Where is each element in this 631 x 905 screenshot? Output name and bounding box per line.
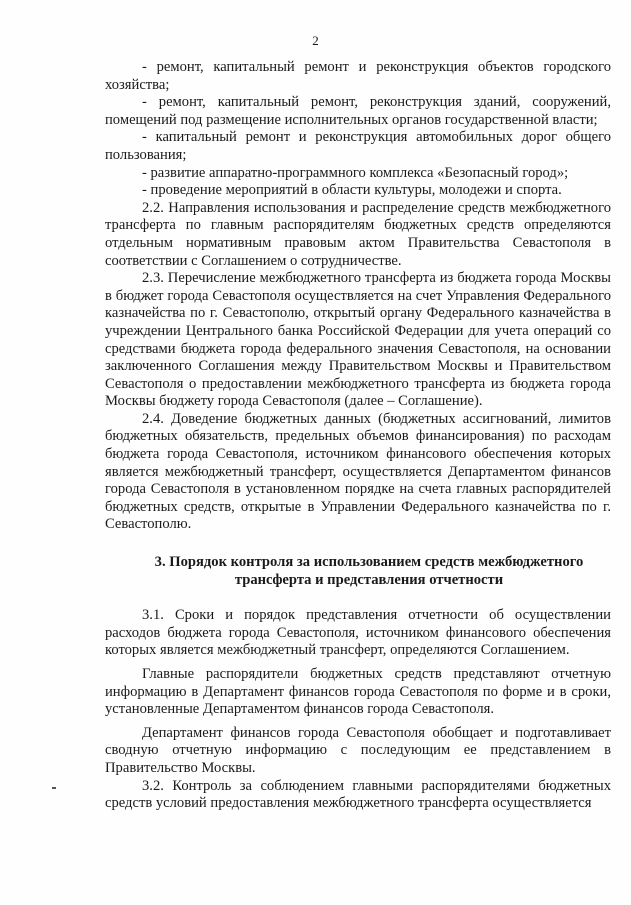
scan-mark <box>52 787 56 789</box>
section-2-paragraphs <box>105 200 611 534</box>
paragraph-3-2: 3.2. Контроль за соблюдением главными распорядителями бюджетных средств условий предоставления межбюджетного трансферта осуществляется <box>105 777 611 812</box>
list-item: - капитальный ремонт и реконструкция автомобильных дорог общего пользования; <box>105 129 611 163</box>
list-item: - ремонт, капитальный ремонт, реконструкция зданий, сооружений, помещений под размещение исполнительных органов государственной власти; <box>105 94 611 128</box>
list-item: - проведение мероприятий в области культуры, молодежи и спорта. <box>142 182 562 199</box>
section-3-paragraphs <box>105 607 611 813</box>
paragraph-3-1: 3.1. Сроки и порядок представления отчетности об осуществлении расходов бюджета города Севастополя, источником финансового обеспечения которых является межбюджетный трансферт, определяются Соглашением. <box>105 607 611 659</box>
paragraph-2-3: 2.3. Перечисление межбюджетного трансферта из бюджета города Москвы в бюджет города Севастополя осуществляется на счет Управления Федерального казначейства по г. Севастополю, открытый органу Федерального казначейства в учреждении Центрального банка Российской Федерации для учета операций со средствами бюджета города федерального значения Севастополя, на основании заключенного Соглашения между Правительством Москвы и Правительством Севастополя о предоставлении межбюджетного трансферта из бюджета города Москвы бюджету города Севастополя (далее – Соглашение). <box>105 270 611 410</box>
list-items <box>105 59 611 200</box>
paragraph-2-2: 2.2. Направления использования и распределение средств межбюджетного трансферта по главным распорядителям бюджетных средств определяются отдельным нормативным правовым актом Правительства Севастополя в соответствии с Соглашением о сотрудничестве. <box>105 199 611 269</box>
paragraph-3-1-reporting: Главные распорядители бюджетных средств представляют отчетную информацию в Департамент финансов города Севастополя по форме и в сроки, установленные Департаментом финансов города Севастополя. <box>105 666 611 718</box>
paragraph-2-4: 2.4. Доведение бюджетных данных (бюджетных ассигнований, лимитов бюджетных обязательств, предельных объемов финансирования) по расходам бюджета города Севастополя, источником финансового обеспечения которых является межбюджетный трансферт, осуществляется Департаментом финансов города Севастополя в установленном порядке на счета главных распорядителей бюджетных средств, открытые в Управлении Федерального казначейства по г. Севастополю. <box>105 410 611 533</box>
document-body <box>105 59 611 813</box>
list-item: - развитие аппаратно-программного комплекса «Безопасный город»; <box>142 164 569 181</box>
list-item: - ремонт, капитальный ремонт и реконструкция объектов городского хозяйства; <box>105 59 611 93</box>
page-number: 2 <box>312 33 319 48</box>
section-3-heading: 3. Порядок контроля за использованием средств межбюджетного трансферта и представления отчетности <box>154 554 584 588</box>
paragraph-3-1-summary: Департамент финансов города Севастополя обобщает и подготавливает сводную отчетную информацию с последующим ее представлением в Правительство Москвы. <box>105 724 611 776</box>
